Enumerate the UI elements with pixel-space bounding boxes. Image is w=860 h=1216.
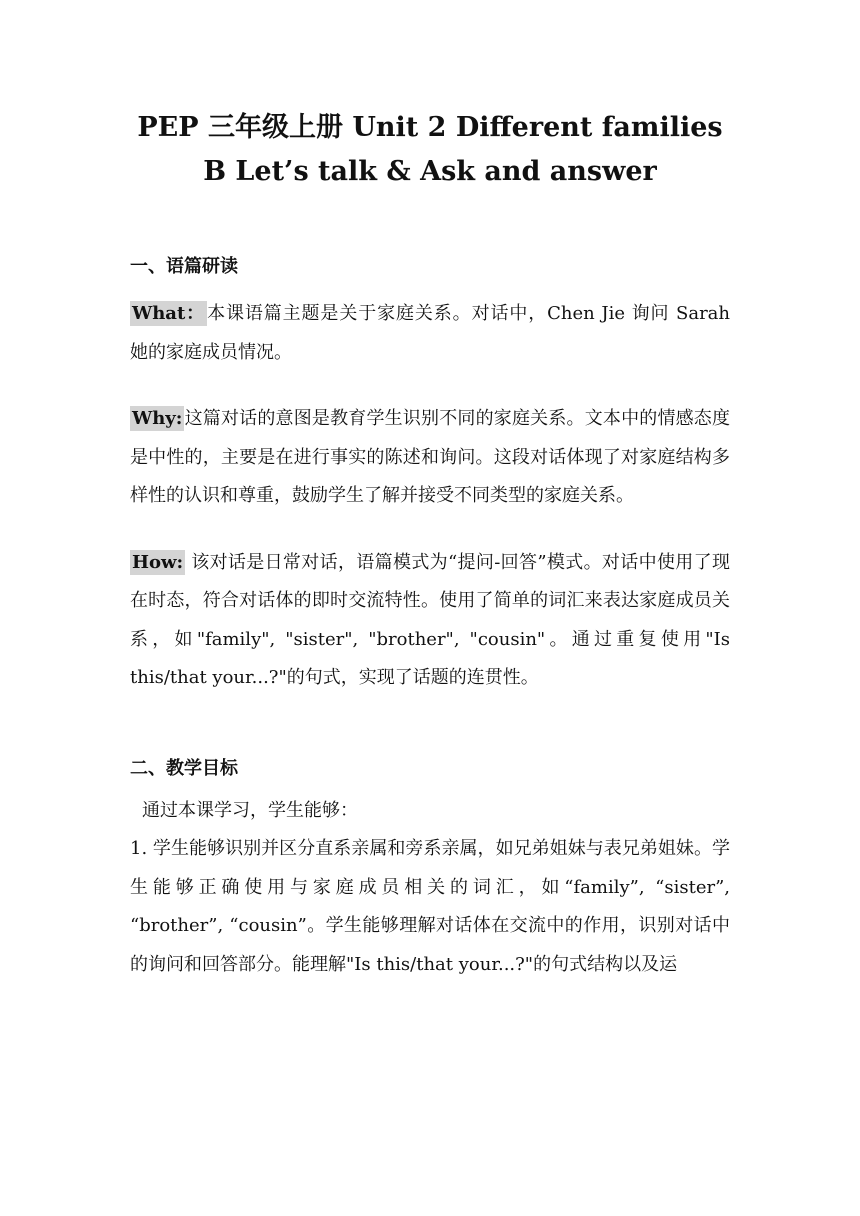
why-label: Why: <box>132 408 183 429</box>
section1-heading: 一、语篇研读 <box>130 256 238 277</box>
what-paragraph <box>130 295 730 372</box>
what-label: What： <box>132 303 206 324</box>
document-title-line1: PEP 三年级上册 Unit 2 Different families <box>137 112 723 143</box>
why-text: 这篇对话的意图是教育学生识别不同的家庭关系。文本中的情感态度是中性的，主要是在进行事实的陈述和询问。这段对话体现了对家庭结构多样性的认识和尊重，鼓励学生了解并接受不同类型的家庭关系。 <box>130 408 730 506</box>
document-title-line2: B Let’s talk & Ask and answer <box>203 156 657 187</box>
objective-item-1: 1. 学生能够识别并区分直系亲属和旁系亲属，如兄弟姐妹与表兄弟姐妹。学生能够正确使用与家庭成员相关的词汇，如“family”, “sister”, “brother”, “cousin”。学生能够理解对话体在交流中的作用，识别对话中的询问和回答部分。能理解"Is this/that your...?"的句式结构以及运 <box>130 838 730 975</box>
section2-heading: 二、教学目标 <box>130 757 238 779</box>
how-label: How: <box>132 551 184 573</box>
how-paragraph <box>130 544 730 698</box>
section2-intro: 通过本课学习，学生能够： <box>142 799 358 821</box>
why-paragraph <box>130 400 730 516</box>
what-text: 本课语篇主题是关于家庭关系。对话中，Chen Jie 询问 Sarah 她的家庭成员情况。 <box>130 303 731 363</box>
how-text: 该对话是日常对话，语篇模式为“提问-回答”模式。对话中使用了现在时态，符合对话体的即时交流特性。使用了简单的词汇来表达家庭成员关系，如"family", "sister", "brother", "cousin"。通过重复使用"Is this/that your...?"的句式，实现了话题的连贯性。 <box>130 551 730 688</box>
